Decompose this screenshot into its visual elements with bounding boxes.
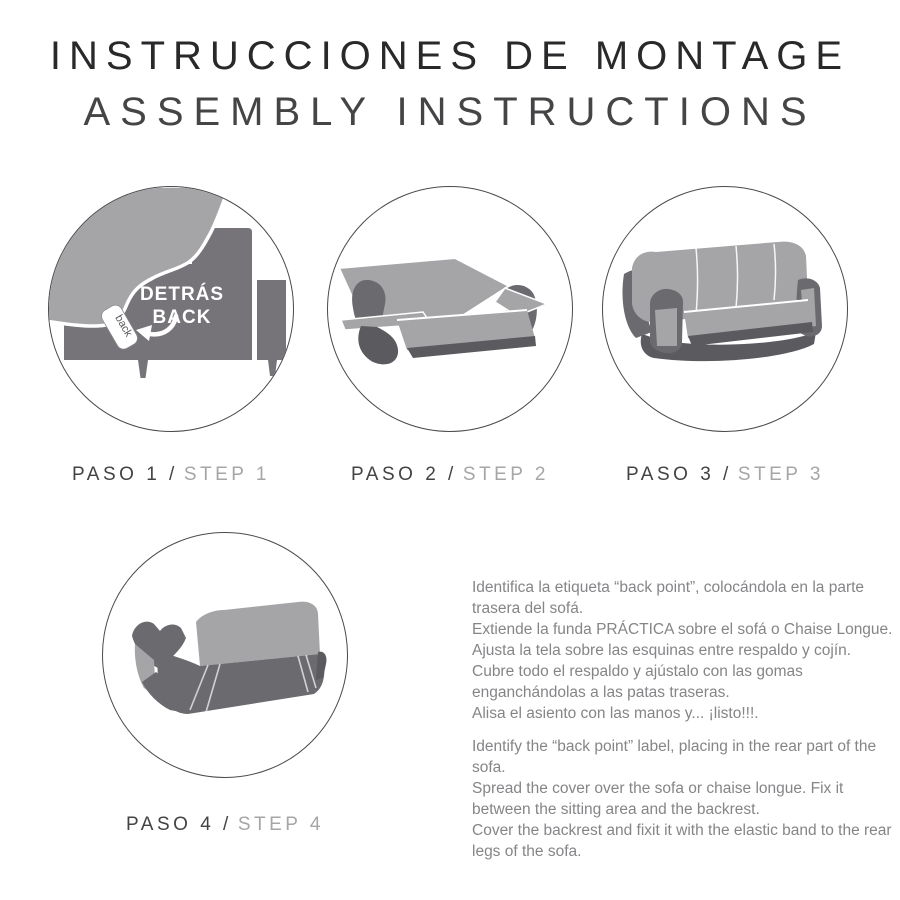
detras-label: DETRÁS	[139, 283, 224, 305]
front-left-arm-face	[655, 308, 677, 346]
page-title-en: ASSEMBLY INSTRUCTIONS	[83, 90, 817, 134]
step2-illustration	[327, 186, 573, 432]
instruction-line-es: Cubre todo el respaldo y ajústalo con las gomas enganchándolas a las patas traseras.	[472, 663, 803, 701]
step2-label-paso: PASO 2 /	[351, 464, 457, 485]
page-title-es: INSTRUCCIONES DE MONTAGE	[49, 34, 851, 78]
step3-circle	[602, 186, 848, 432]
step1-label-step: STEP 1	[183, 464, 270, 485]
step4-circle	[102, 532, 348, 778]
instructions-spanish	[472, 577, 893, 724]
instruction-line-en: Spread the cover over the sofa or chaise longue. Fix it between the sitting area and the backrest.	[472, 780, 844, 818]
instruction-line-es: Identifica la etiqueta “back point”, colocándola en la parte trasera del sofá.	[472, 579, 865, 617]
back-label: BACK	[152, 306, 211, 328]
step2-label	[327, 464, 573, 486]
step4-illustration	[102, 532, 348, 778]
step3-label	[602, 464, 848, 486]
step4-label-paso: PASO 4 /	[126, 814, 232, 835]
instruction-line-es: Extiende la funda PRÁCTICA sobre el sofá o Chaise Longue.	[472, 621, 893, 638]
step1-label-paso: PASO 1 /	[72, 464, 178, 485]
step1-circle	[48, 186, 294, 432]
step1-illustration	[48, 186, 294, 432]
instruction-line-en: Identify the “back point” label, placing in the rear part of the sofa.	[472, 738, 877, 776]
step3-illustration	[602, 186, 848, 432]
back-tag-text: back	[111, 312, 134, 339]
instruction-line-es: Alisa el asiento con las manos y... ¡listo!!!.	[472, 705, 759, 722]
step4-label	[102, 814, 348, 836]
step3-label-step: STEP 3	[737, 464, 824, 485]
step2-circle	[327, 186, 573, 432]
instructions-english	[472, 736, 893, 862]
sofa-base-shadow	[358, 326, 398, 364]
step3-label-paso: PASO 3 /	[626, 464, 732, 485]
instruction-line-en: Cover the backrest and fixit it with the elastic band to the rear legs of the sofa.	[472, 822, 892, 860]
instruction-line-es: Ajusta la tela sobre las esquinas entre respaldo y cojín.	[472, 642, 852, 659]
step2-label-step: STEP 2	[462, 464, 549, 485]
step4-label-step: STEP 4	[237, 814, 324, 835]
step1-label	[48, 464, 294, 486]
